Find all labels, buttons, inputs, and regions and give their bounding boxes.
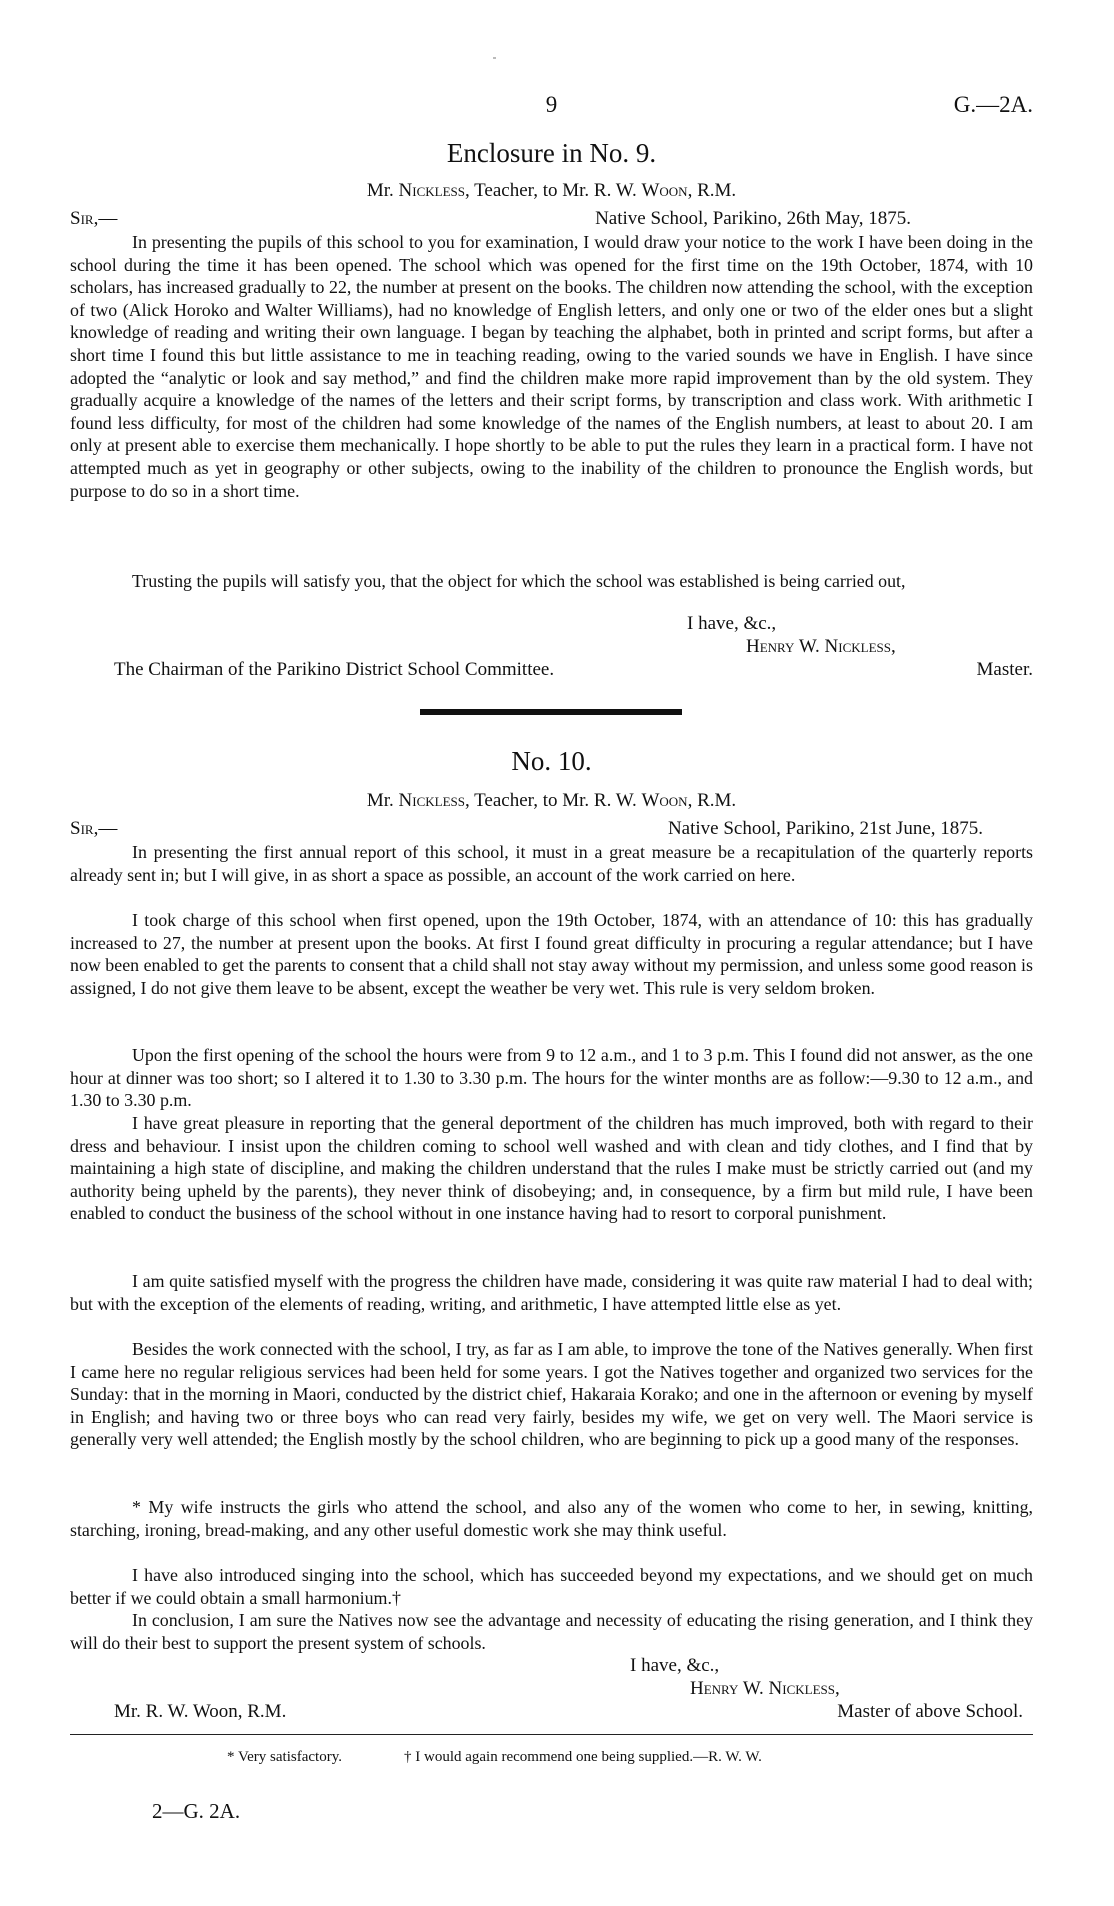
signature-role: Master of above School.: [837, 1701, 1023, 1722]
letter-paragraph-4: I have great pleasure in reporting that the general deportment of the children has much improved, both with regard to their dress and behaviour. I insist upon the children coming to school well washed and with clean and tidy clothes, and I find that by maintaining a high state of discipline, and making the children understand that the rules I make must be strictly carried out (and my authority being upheld by the parents), they never think of disobeying; and, in consequence, by a firm but mild rule, I have been enabled to conduct the business of the school without in one instance having had to resort to corporal punishment.: [70, 1113, 1033, 1224]
section-divider: [420, 709, 682, 715]
footnote-rule: [70, 1734, 1033, 1735]
letter-paragraph-8: I have also introduced singing into the school, which has succeeded beyond my expectations, and we should get on much better if we could obtain a small harmonium.†: [70, 1565, 1033, 1608]
enclosure-paragraph-1: In presenting the pupils of this school to you for examination, I would draw your notice to the work I have been doing in the school during the time it has been opened. The school which was opened for the first time on the 19th October, 1874, with 10 scholars, has increased gradually to 22, the number at present on the books. The children now attending the school, with the exception of two (Alick Horoko and Walter Williams), had no knowledge of English letters, and only one or two of the elder ones but a slight knowledge of reading and writing their own language. I began by teaching the alphabet, both in printed and script forms, but after a short time I found this but little assistance to me in teaching reading, owing to the varied sounds we have in English. I have since adopted the “analytic or look and say method,” and find the children make more rapid improvement than by the old system. They gradually acquire a knowledge of the names of the letters and their script forms, by transcription and class work. With arithmetic I found less difficulty, for most of the children had some knowledge of the names of the English numbers, at least to about 20. I am only at present able to exercise them mechanically. I hope shortly to be able to put the rules they learn in a practical form. I have not attempted much as yet in geography or other subjects, owing to the inability of the children to pronounce the English words, but purpose to do so in a short time.: [70, 232, 1033, 501]
letter-title: No. 10.: [511, 746, 592, 776]
document-page: [70, 0, 1033, 1906]
page-number: 9: [545, 92, 558, 117]
letter-salutation-line: [70, 818, 1033, 840]
enclosure-subtitle: Mr. Nickless, Teacher, to Mr. R. W. Woon, R.M.: [366, 180, 737, 201]
letter-paragraph-7: * My wife instructs the girls who attend the school, and also any of the women who come to her, in sewing, knitting, starching, ironing, bread-making, and any other useful domestic work she may think useful.: [70, 1497, 1033, 1540]
page-header: [70, 92, 1033, 122]
salutation: Sir,—: [70, 818, 118, 839]
closing: I have, &c.,: [687, 613, 777, 634]
addressee: Mr. R. W. Woon, R.M.: [114, 1701, 287, 1722]
letter-paragraph-5: I am quite satisfied myself with the progress the children have made, considering it was quite raw material I had to deal with; but with the exception of the elements of reading, writing, and arithmetic, I have attempted little else as yet.: [70, 1271, 1033, 1314]
letter-paragraph-6: Besides the work connected with the school, I try, as far as I am able, to improve the tone of the Natives generally. When first I came here no regular religious services had been held for some years. I got the Natives together and organized two services for the Sunday: that in the morning in Maori, conducted by the district chief, Hakaraia Korako; and one in the afternoon or evening by myself in English; and having two or three boys who can read very fairly, besides my wife, we get on very well. The Maori service is generally very well attended; the English mostly by the school children, who are beginning to pick up a good many of the responses.: [70, 1339, 1033, 1450]
printer-signature-mark: 2—G. 2A.: [152, 1799, 241, 1823]
enclosure-title: Enclosure in No. 9.: [446, 138, 657, 168]
footnote-dagger: † I would again recommend one being supplied.—R. W. W.: [404, 1749, 762, 1765]
print-speck: [493, 57, 496, 59]
signature-role: Master.: [976, 659, 1033, 680]
letter-subtitle: Mr. Nickless, Teacher, to Mr. R. W. Woon, R.M.: [366, 790, 737, 811]
addressee: The Chairman of the Parikino District School Committee.: [114, 659, 555, 680]
letter-paragraph-1: In presenting the first annual report of this school, it must in a great measure be a recapitulation of the quarterly reports already sent in; but I will give, in as short a space as possible, an account of the work carried on here.: [70, 842, 1033, 885]
footnote-star: * Very satisfactory.: [227, 1749, 342, 1765]
document-reference: G.—2A.: [953, 92, 1033, 117]
salutation: Sir,—: [70, 208, 118, 229]
closing: I have, &c.,: [630, 1655, 720, 1676]
place-date: Native School, Parikino, 26th May, 1875.: [595, 208, 911, 229]
signature-name: Henry W. Nickless,: [746, 636, 896, 657]
place-date: Native School, Parikino, 21st June, 1875.: [667, 818, 983, 839]
signature-name: Henry W. Nickless,: [690, 1678, 840, 1699]
letter-paragraph-2: I took charge of this school when first opened, upon the 19th October, 1874, with an attendance of 10: this has gradually increased to 27, the number at present upon the books. At first I found great difficulty in procuring a regular attendance; but I have now been enabled to get the parents to consent that a child shall not stay away without my permission, and unless some good reason is assigned, I do not give them leave to be absent, except the weather be very wet. This rule is very seldom broken.: [70, 910, 1033, 998]
enclosure-salutation-line: [70, 208, 1033, 230]
enclosure-paragraph-2: Trusting the pupils will satisfy you, that the object for which the school was established is being carried out,: [132, 571, 906, 591]
letter-paragraph-3: Upon the first opening of the school the hours were from 9 to 12 a.m., and 1 to 3 p.m. This I found did not answer, as the one hour at dinner was too short; so I altered it to 1.30 to 3.30 p.m. The hours for the winter months are as follow:—9.30 to 12 a.m., and 1.30 to 3.30 p.m.: [70, 1045, 1033, 1111]
letter-paragraph-9: In conclusion, I am sure the Natives now see the advantage and necessity of educating the rising generation, and I think they will do their best to support the present system of schools.: [70, 1610, 1033, 1653]
